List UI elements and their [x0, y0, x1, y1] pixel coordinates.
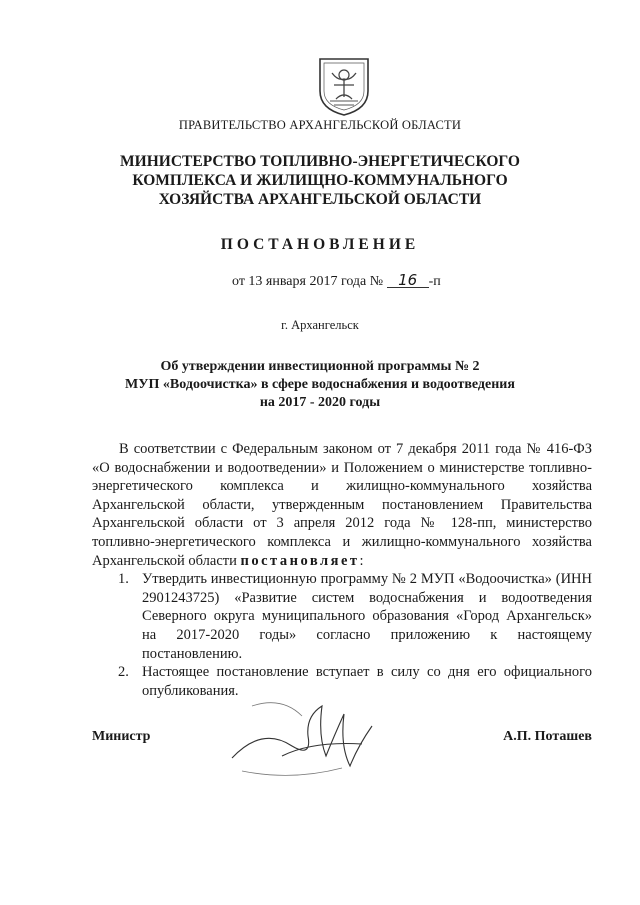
document-number: 16	[387, 274, 429, 288]
ministry-line: КОМПЛЕКСА И ЖИЛИЩНО-КОММУНАЛЬНОГО	[132, 172, 508, 189]
date-number-line	[232, 271, 441, 290]
ministry-line: МИНИСТЕРСТВО ТОПЛИВНО-ЭНЕРГЕТИЧЕСКОГО	[120, 153, 520, 170]
subject-line: на 2017 - 2020 годы	[259, 395, 381, 410]
government-name: ПРАВИТЕЛЬСТВО АРХАНГЕЛЬСКОЙ ОБЛАСТИ	[178, 118, 462, 132]
decree-word: постановляет	[240, 552, 360, 569]
subject-line: Об утверждении инвестиционной программы № 2	[160, 359, 480, 374]
list-item	[92, 570, 592, 663]
number-suffix: -п	[428, 274, 441, 289]
item-number: 1.	[118, 571, 129, 588]
signatory-position: Министр	[92, 729, 151, 744]
handwritten-signature	[222, 686, 392, 786]
preamble-paragraph	[92, 440, 592, 570]
signatory-name: А.П. Поташев	[503, 729, 592, 744]
document-date: от 13 января 2017 года №	[232, 274, 384, 289]
preamble-text: В соответствии с Федеральным законом от 7 декабря 2011 года № 416-ФЗ «О водоснабжении и водоотведении» и Положением о министерстве топливно-энергетического комплекса и жилищно-коммунального хозяйства Архангельской области, утвержденным постановлением Правительства Архангельской области от 3 апреля 2012 года № 128-пп, министерство топливно-энергетического комплекса и жилищно-коммунального хозяйства Архангельской области	[92, 441, 592, 569]
decree-colon: :	[359, 552, 364, 569]
ministry-name	[0, 152, 640, 209]
coat-of-arms-emblem	[316, 55, 372, 117]
city: г. Архангельск	[281, 318, 359, 332]
document-subject	[0, 358, 640, 412]
document-body	[92, 440, 592, 700]
subject-line: МУП «Водоочистка» в сфере водоснабжения и водоотведения	[125, 377, 515, 392]
item-text: Настоящее постановление вступает в силу со дня его официального опубликования.	[142, 664, 592, 699]
document-type: ПОСТАНОВЛЕНИЕ	[220, 236, 420, 253]
item-text: Утвердить инвестиционную программу № 2 МУП «Водоочистка» (ИНН 2901243725) «Развитие систем водоснабжения и водоотведения Северного округа муниципального образования «Город Архангельск» на 2017-2020 годы» согласно приложению к настоящему постановлению.	[142, 571, 592, 662]
item-number: 2.	[118, 664, 129, 681]
ministry-line: ХОЗЯЙСТВА АРХАНГЕЛЬСКОЙ ОБЛАСТИ	[158, 191, 482, 208]
